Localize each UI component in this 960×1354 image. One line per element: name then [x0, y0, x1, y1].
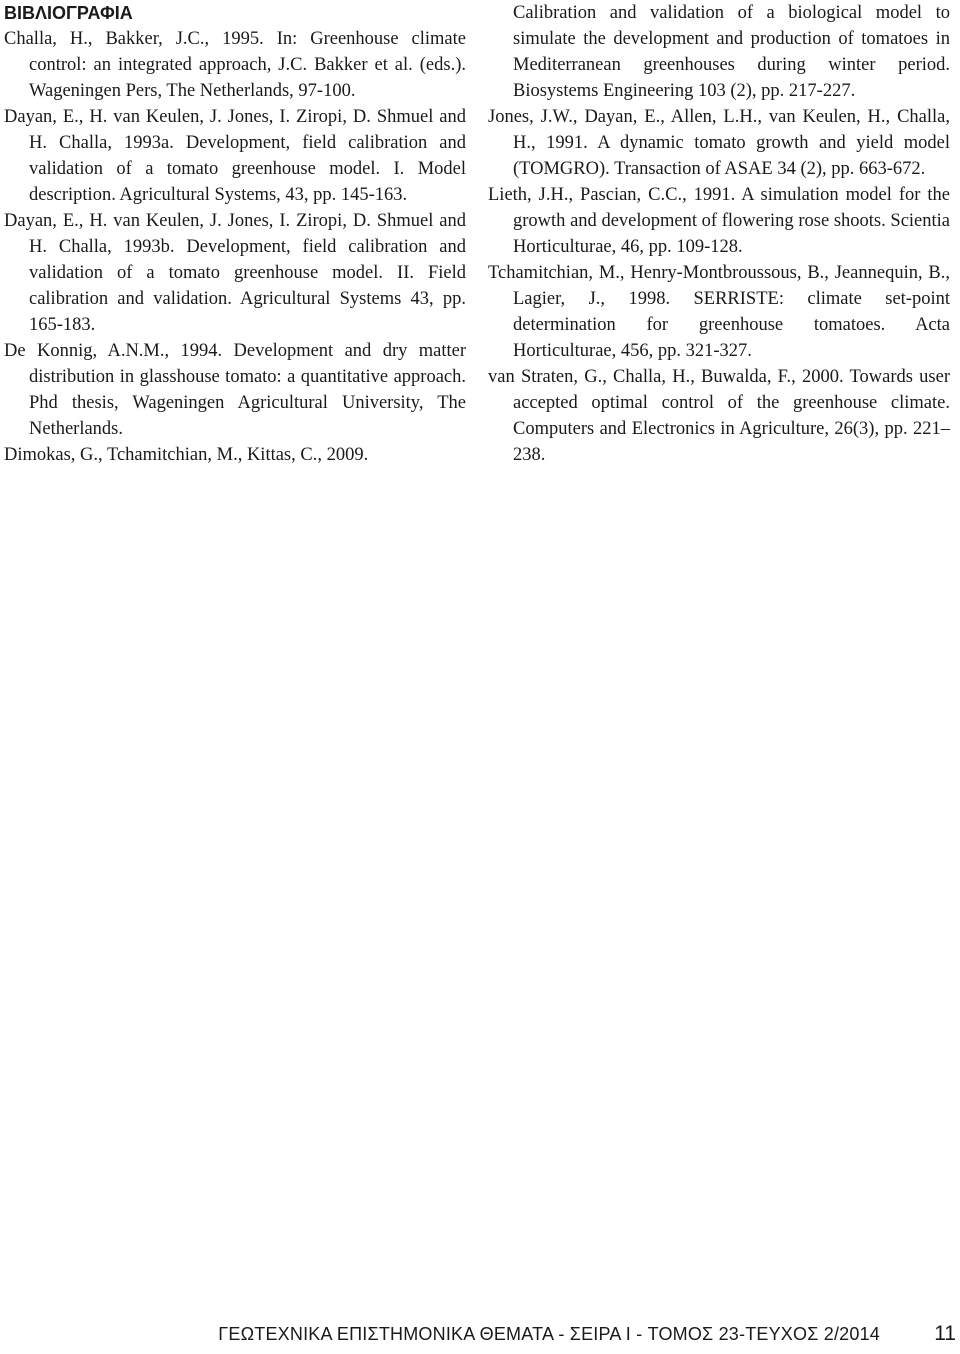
reference-entry: Dimokas, G., Tchamitchian, M., Kittas, C., 2009. [4, 445, 369, 465]
reference-entry: Tchamitchian, M., Henry-Montbroussous, B., Jeannequin, B., Lagier, J., 1998. SERRISTE: climate set-point determination for greenhouse tomatoes. Acta Horticulturae, 456, pp. 321-327. [488, 263, 950, 361]
left-column [4, 0, 466, 468]
reference-entry: Dayan, E., H. van Keulen, J. Jones, I. Ziropi, D. Shmuel and H. Challa, 1993a. Development, field calibration and validation of a tomato greenhouse model. I. Model description. Agricultural Systems, 43, pp. 145-163. [4, 107, 466, 205]
reference-entry: Challa, H., Bakker, J.C., 1995. In: Greenhouse climate control: an integrated approach, J.C. Bakker et al. (eds.). Wageningen Pers, The Netherlands, 97-100. [4, 29, 466, 101]
reference-entry: van Straten, G., Challa, H., Buwalda, F., 2000. Towards user accepted optimal control of the greenhouse climate. Computers and Electronics in Agriculture, 26(3), pp. 221–238. [488, 367, 950, 465]
reference-entry: Jones, J.W., Dayan, E., Allen, L.H., van Keulen, H., Challa, H., 1991. A dynamic tomato growth and yield model (TOMGRO). Transaction of ASAE 34 (2), pp. 663-672. [488, 107, 950, 179]
reference-entry: De Konnig, A.N.M., 1994. Development and dry matter distribution in glasshouse tomato: a quantitative approach. Phd thesis, Wageningen Agricultural University, The Netherlands. [4, 341, 466, 439]
reference-entry: Dayan, E., H. van Keulen, J. Jones, I. Ziropi, D. Shmuel and H. Challa, 1993b. Development, field calibration and validation of a tomato greenhouse model. II. Field calibration and validation. Agricultural Systems 43, pp. 165-183. [4, 211, 466, 335]
bibliography-heading: ΒΙΒΛΙΟΓΡΑΦΙΑ [4, 3, 133, 23]
right-column [488, 0, 950, 468]
journal-running-footer: ΓΕΩΤΕΧΝΙΚΑ ΕΠΙΣΤΗΜΟΝΙΚΑ ΘΕΜΑΤΑ - ΣΕΙΡΑ I - ΤΟΜΟΣ 23-ΤΕΥΧΟΣ 2/2014 [218, 1324, 880, 1344]
reference-entry: Lieth, J.H., Pascian, C.C., 1991. A simulation model for the growth and development of flowering rose shoots. Scientia Horticulturae, 46, pp. 109-128. [488, 185, 950, 257]
page-number: 11 [934, 1322, 956, 1345]
page-footer [0, 1324, 960, 1354]
reference-continuation: Calibration and validation of a biological model to simulate the development and production of tomatoes in Mediterranean greenhouses during winter period. Biosystems Engineering 103 (2), pp. 217-227. [513, 3, 950, 101]
